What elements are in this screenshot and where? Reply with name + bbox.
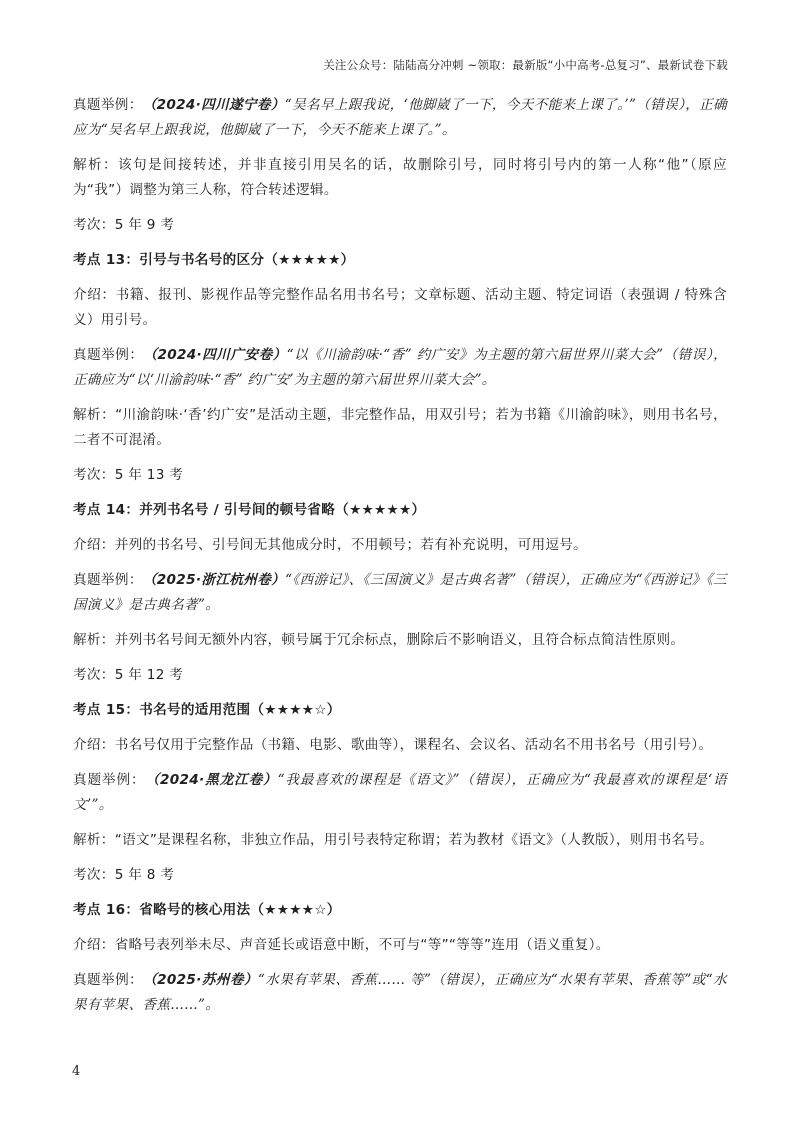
analysis-paragraph <box>73 153 727 203</box>
example-paragraph <box>73 568 727 618</box>
label: 解析： <box>73 832 115 848</box>
exam-source: （2025·苏州卷） <box>143 972 258 988</box>
frequency-paragraph <box>73 663 727 688</box>
analysis-paragraph <box>73 828 727 853</box>
example-text: “以《川渝韵味·“香” 约广安》为主题的第六届世界川菜大会”（错误），正确应为“以‘川渝韵味·“香” 约广安’为主题的第六届世界川菜大会”。 <box>73 347 727 388</box>
example-text: “我最喜欢的课程是《语文》”（错误），正确应为“我最喜欢的课程是‘语文’”。 <box>73 772 727 813</box>
body-text: 5 年 12 考 <box>114 667 184 683</box>
body-text: 该句是间接转述，并非直接引用吴名的话，故删除引号，同时将引号内的第一人称“他”（原应为“我”）调整为第三人称，符合转述逻辑。 <box>73 157 727 198</box>
label: 介绍： <box>73 937 115 953</box>
body-text: 并列书名号间无额外内容，顿号属于冗余标点，删除后不影响语义，且符合标点简洁性原则。 <box>114 632 685 648</box>
intro-paragraph <box>73 283 727 333</box>
body-text: 并列的书名号、引号间无其他成分时，不用顿号；若有补充说明，可用逗号。 <box>114 537 588 553</box>
label: 真题举例： <box>73 772 146 788</box>
example-paragraph <box>73 968 727 1018</box>
analysis-paragraph <box>73 628 727 653</box>
intro-paragraph <box>73 533 727 558</box>
example-paragraph <box>73 93 727 143</box>
label: 考次： <box>73 667 115 683</box>
frequency-paragraph <box>73 863 727 888</box>
label: 介绍： <box>73 287 116 303</box>
body-text: 5 年 9 考 <box>114 217 175 233</box>
frequency-paragraph <box>73 463 727 488</box>
kaodian-13-heading: 考点 13：引号与书名号的区分（★★★★★） <box>73 252 355 268</box>
kaodian-14-heading: 考点 14：并列书名号 / 引号间的顿号省略（★★★★★） <box>73 502 426 518</box>
body-text: 书名号仅用于完整作品（书籍、电影、歌曲等），课程名、会议名、活动名不用书名号（用引号）。 <box>114 737 713 753</box>
label: 真题举例： <box>73 572 143 588</box>
exam-source: （2025·浙江杭州卷） <box>142 572 286 588</box>
label: 考次： <box>73 217 115 233</box>
label: 考次： <box>73 467 115 483</box>
example-text: “吴名早上跟我说，‘他脚崴了一下，今天不能来上课了。’”（错误），正确应为“吴名早上跟我说，他脚崴了一下，今天不能来上课了。”。 <box>73 97 727 138</box>
label: 解析： <box>73 632 115 648</box>
kaodian-15-heading: 考点 15：书名号的适用范围（★★★★☆） <box>73 702 341 718</box>
body-text: “川渝韵味·‘香’约广安”是活动主题，非完整作品，用双引号；若为书籍《川渝韵味》，则用书名号，二者不可混淆。 <box>73 407 727 448</box>
label: 介绍： <box>73 737 115 753</box>
intro-paragraph <box>73 933 727 958</box>
exam-source: （2024·黑龙江卷） <box>145 772 278 788</box>
body-text: 5 年 8 考 <box>114 867 175 883</box>
label: 真题举例： <box>73 97 143 113</box>
label: 介绍： <box>73 537 115 553</box>
example-text: “水果有苹果、香蕉…… 等”（错误），正确应为“水果有苹果、香蕉等”或“水果有苹果、香蕉……”。 <box>73 972 728 1013</box>
kaodian-16-heading: 考点 16：省略号的核心用法（★★★★☆） <box>73 902 341 918</box>
exam-source: （2024·四川广安卷） <box>143 347 287 363</box>
body-text: 5 年 13 考 <box>114 467 184 483</box>
example-text: “《西游记》、《三国演义》是古典名著”（错误），正确应为“《西游记》《三国演义》是古典名著”。 <box>73 572 727 613</box>
body-text: “语文”是课程名称，非独立作品，用引号表特定称谓；若为教材《语文》（人教版），则用书名号。 <box>114 832 714 848</box>
intro-paragraph <box>73 733 727 758</box>
analysis-paragraph <box>73 403 727 453</box>
body-text: 书籍、报刊、影视作品等完整作品名用书名号；文章标题、活动主题、特定词语（表强调 / 特殊含义）用引号。 <box>73 287 727 328</box>
body-text: 省略号表列举未尽、声音延长或语意中断，不可与“等”“等等”连用（语义重复）。 <box>114 937 610 953</box>
label: 真题举例： <box>73 347 144 363</box>
page-number: 4 <box>72 1064 81 1079</box>
exam-source: （2024·四川遂宁卷） <box>142 97 285 113</box>
label: 真题举例： <box>73 972 144 988</box>
label: 解析： <box>73 407 116 423</box>
document-body <box>73 93 727 1028</box>
label: 解析： <box>73 157 118 173</box>
example-paragraph <box>73 768 727 818</box>
page-header: 关注公众号：陆陆高分冲刺 ~领取：最新版“小中高考-总复习”、最新试卷下载 <box>323 58 728 72</box>
frequency-paragraph <box>73 213 727 238</box>
example-paragraph <box>73 343 727 393</box>
label: 考次： <box>73 867 115 883</box>
